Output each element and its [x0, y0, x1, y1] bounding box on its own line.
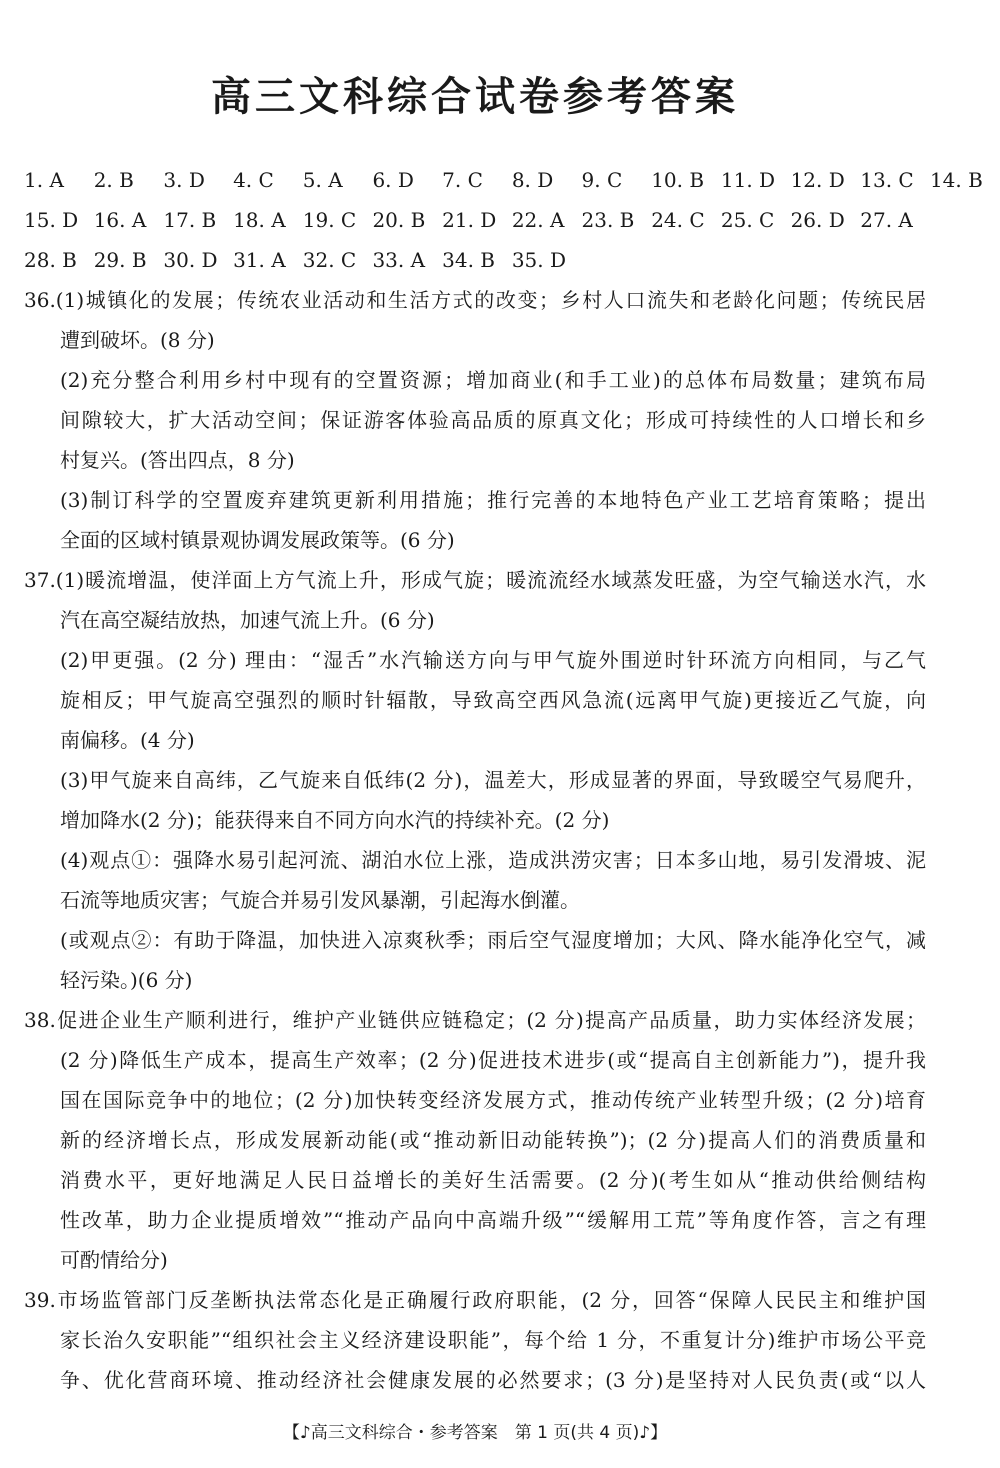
mc-answer: 1. A — [24, 168, 64, 192]
mc-answer: 23. B — [581, 208, 635, 232]
multiple-choice-answers — [24, 160, 983, 280]
answer-body — [24, 280, 926, 1400]
answer-line: (2 分)降低生产成本，提高生产效率；(2 分)促进技术进步(或“提高自主创新能力”)，提升我 — [60, 1048, 926, 1072]
mc-answer: 7. C — [442, 168, 483, 192]
mc-answer: 27. A — [860, 208, 913, 232]
page-title: 高三文科综合试卷参考答案 — [211, 74, 739, 120]
answer-line: (3)甲气旋来自高纬，乙气旋来自低纬(2 分)，温差大，形成显著的界面，导致暖空气易爬升， — [60, 768, 926, 792]
mc-answer: 29. B — [93, 248, 147, 272]
answer-line: 旋相反；甲气旋高空强烈的顺时针辐散，导致高空西风急流(远离甲气旋)更接近乙气旋，向 — [60, 688, 926, 712]
mc-answer: 17. B — [163, 208, 217, 232]
answer-line: 汽在高空凝结放热，加速气流上升。(6 分) — [60, 608, 435, 632]
mc-answer: 26. D — [790, 208, 845, 232]
mc-row — [24, 240, 934, 280]
answer-line: 国在国际竞争中的地位；(2 分)加快转变经济发展方式，推动传统产业转型升级；(2 分)培育 — [60, 1088, 926, 1112]
answer-line: 消费水平，更好地满足人民日益增长的美好生活需要。(2 分)(考生如从“推动供给侧结构 — [60, 1168, 926, 1192]
mc-answer: 6. D — [372, 168, 414, 192]
mc-answer: 20. B — [372, 208, 426, 232]
mc-answer: 19. C — [302, 208, 357, 232]
answer-line: 36.(1)城镇化的发展；传统农业活动和生活方式的改变；乡村人口流失和老龄化问题；传统民居 — [24, 288, 926, 312]
mc-row — [24, 200, 934, 240]
mc-answer: 2. B — [93, 168, 134, 192]
mc-answer: 16. A — [93, 208, 147, 232]
answer-line: 争、优化营商环境、推动经济社会健康发展的必然要求；(3 分)是坚持对人民负责(或“以人 — [60, 1368, 926, 1392]
answer-line: 遭到破坏。(8 分) — [60, 328, 215, 352]
mc-answer: 4. C — [233, 168, 274, 192]
answer-line: 家长治久安职能”“组织社会主义经济建设职能”，每个给 1 分，不重复计分)维护市场公平竞 — [60, 1328, 926, 1352]
answer-line: 可酌情给分) — [60, 1248, 168, 1272]
answer-line: 轻污染。)(6 分) — [60, 968, 193, 992]
mc-answer: 13. C — [860, 168, 914, 192]
mc-answer: 3. D — [163, 168, 205, 192]
mc-answer: 31. A — [233, 248, 286, 272]
mc-answer: 24. C — [651, 208, 705, 232]
mc-answer: 25. C — [720, 208, 775, 232]
page-footer: 【♪高三文科综合・参考答案 第 1 页(共 4 页)♪】 — [282, 1423, 668, 1443]
answer-line: 38.促进企业生产顺利进行，维护产业链供应链稳定；(2 分)提高产品质量，助力实体经济发展； — [24, 1008, 926, 1032]
mc-answer: 15. D — [24, 208, 79, 232]
mc-answer: 32. C — [302, 248, 357, 272]
mc-answer: 9. C — [581, 168, 623, 192]
answer-line: (4)观点①：强降水易引起河流、湖泊水位上涨，造成洪涝灾害；日本多山地，易引发滑坡、泥 — [60, 848, 926, 872]
mc-answer: 12. D — [790, 168, 845, 192]
mc-answer: 8. D — [511, 168, 554, 192]
mc-answer: 33. A — [372, 248, 426, 272]
answer-line: 新的经济增长点，形成发展新动能(或“推动新旧动能转换”)；(2 分)提高人们的消费质量和 — [60, 1128, 926, 1152]
mc-row — [24, 160, 983, 200]
answer-line: 增加降水(2 分)；能获得来自不同方向水汽的持续补充。(2 分) — [60, 808, 610, 832]
answer-line: (2)充分整合利用乡村中现有的空置资源；增加商业(和手工业)的总体布局数量；建筑布局 — [60, 368, 926, 392]
mc-answer: 28. B — [24, 248, 77, 272]
answer-line: 南偏移。(4 分) — [60, 728, 195, 752]
mc-answer: 18. A — [233, 208, 286, 232]
mc-answer: 11. D — [720, 168, 776, 192]
answer-line: 全面的区域村镇景观协调发展政策等。(6 分) — [60, 528, 455, 552]
mc-answer: 22. A — [511, 208, 565, 232]
mc-answer: 14. B — [929, 168, 983, 192]
answer-line: (3)制订科学的空置废弃建筑更新利用措施；推行完善的本地特色产业工艺培育策略；提出 — [60, 488, 926, 512]
answer-line: 村复兴。(答出四点，8 分) — [60, 448, 295, 472]
answer-line: 石流等地质灾害；气旋合并易引发风暴潮，引起海水倒灌。 — [60, 888, 580, 912]
mc-answer: 30. D — [163, 248, 218, 272]
mc-answer: 5. A — [302, 168, 343, 192]
answer-line: 性改革，助力企业提质增效”“推动产品向中高端升级”“缓解用工荒”等角度作答，言之有理 — [60, 1208, 926, 1232]
answer-line: 37.(1)暖流增温，使洋面上方气流上升，形成气旋；暖流流经水域蒸发旺盛，为空气输送水汽，水 — [24, 568, 926, 592]
answer-line: (2)甲更强。(2 分) 理由：“湿舌”水汽输送方向与甲气旋外围逆时针环流方向相同，与乙气 — [60, 648, 926, 672]
mc-answer: 21. D — [442, 208, 497, 232]
mc-answer: 35. D — [511, 248, 567, 272]
mc-answer: 34. B — [442, 248, 495, 272]
answer-line: 间隙较大，扩大活动空间；保证游客体验高品质的原真文化；形成可持续性的人口增长和乡 — [60, 408, 926, 432]
answer-line: 39.市场监管部门反垄断执法常态化是正确履行政府职能，(2 分，回答“保障人民民主和维护国 — [24, 1288, 926, 1312]
answer-line: (或观点②：有助于降温，加快进入凉爽秋季；雨后空气湿度增加；大风、降水能净化空气，减 — [60, 928, 926, 952]
mc-answer: 10. B — [651, 168, 705, 192]
